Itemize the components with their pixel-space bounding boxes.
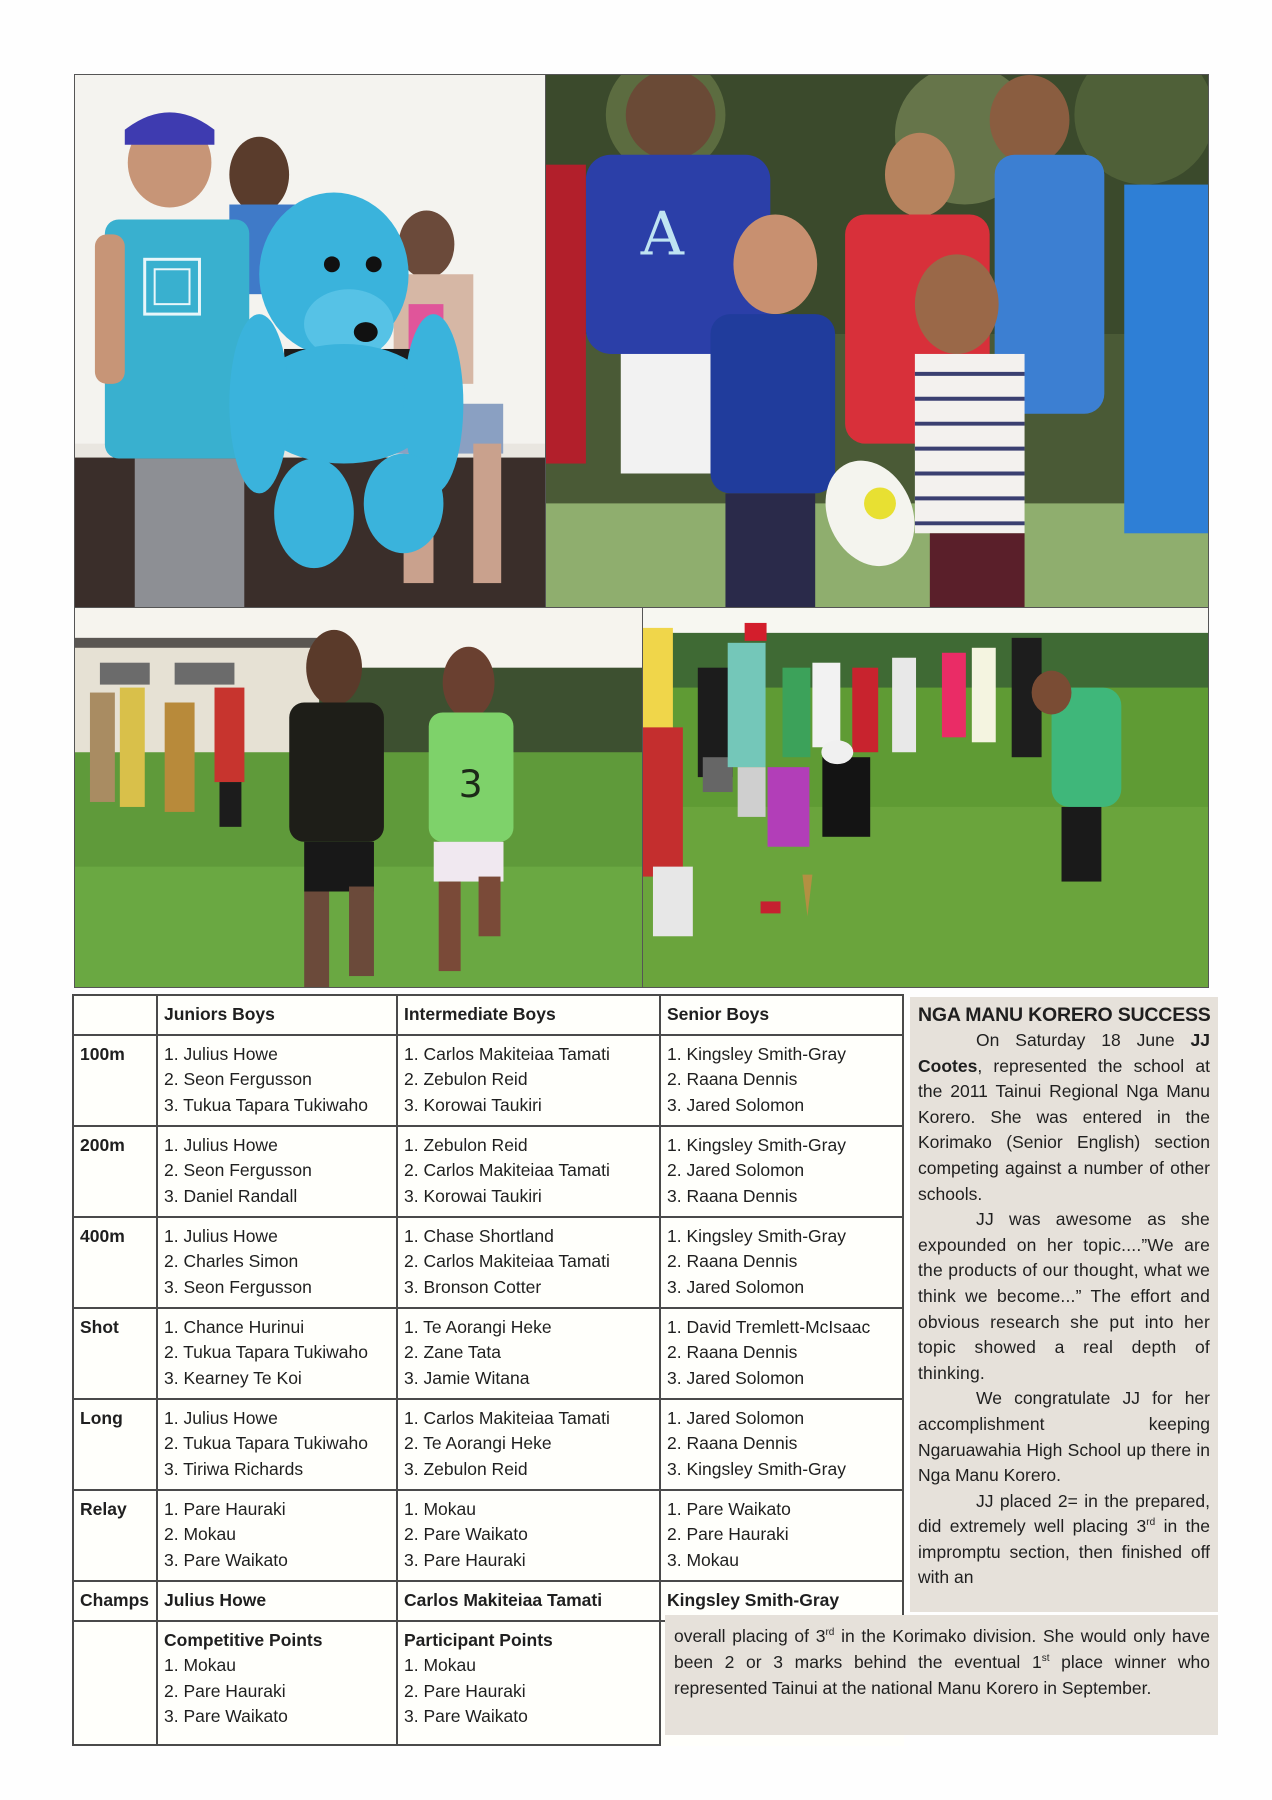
article-paragraph	[918, 1489, 1210, 1591]
senior-results	[660, 1126, 903, 1217]
intermediate-results	[397, 1217, 660, 1308]
article-text: place winner who represented Tainui at the national Manu Korero in September.	[674, 1651, 1211, 1698]
table-row	[73, 1490, 903, 1581]
result-place: 2. Jared Solomon	[667, 1160, 805, 1180]
article-continuation	[665, 1615, 1218, 1735]
points-place: 2. Pare Hauraki	[164, 1680, 286, 1701]
header-juniors: Juniors Boys	[157, 995, 397, 1035]
table-row	[73, 1399, 903, 1490]
sprint-race-photo	[74, 607, 643, 988]
event-label: 400m	[73, 1217, 157, 1308]
result-place: 1. Kingsley Smith-Gray	[667, 1134, 846, 1155]
juniors-results	[157, 1217, 397, 1308]
points-place: 3. Pare Waikato	[164, 1706, 288, 1726]
result-place: 3. Kingsley Smith-Gray	[667, 1458, 846, 1479]
participant-points	[397, 1621, 660, 1745]
article-text: JJ placed 2= in the prepared, did extremely well placing 3	[918, 1490, 1210, 1537]
ordinal-suffix: rd	[825, 1627, 835, 1639]
article-text: in the impromptu section, then finished off with an	[918, 1516, 1210, 1588]
header-senior: Senior Boys	[660, 995, 903, 1035]
event-label: 100m	[73, 1035, 157, 1126]
result-place: 3. Jared Solomon	[667, 1276, 805, 1297]
juniors-results	[157, 1035, 397, 1126]
article-title: NGA MANU KORERO SUCCESS	[918, 1004, 1211, 1026]
article-paragraph: JJ was awesome as she expounded on her topic....”We are the products of our thought, what we think we become...” The effort and obvious research she put into her topic showed a real depth of thinking.	[918, 1209, 1210, 1383]
result-place: 3. Tukua Tapara Tukiwaho	[164, 1094, 368, 1115]
header-event-cell	[73, 995, 157, 1035]
result-place: 3. Seon Fergusson	[164, 1276, 312, 1297]
intermediate-results	[397, 1399, 660, 1490]
competitive-points	[157, 1621, 397, 1745]
result-place: 2. Raana Dennis	[667, 1433, 798, 1453]
points-place: 1. Mokau	[164, 1655, 236, 1675]
result-place: 3. Korowai Taukiri	[404, 1185, 542, 1206]
juniors-champion: Julius Howe	[157, 1581, 397, 1621]
senior-results	[660, 1399, 903, 1490]
ordinal-suffix: rd	[1146, 1517, 1156, 1529]
result-place: 3. Korowai Taukiri	[404, 1094, 542, 1115]
intermediate-results	[397, 1126, 660, 1217]
article-text: On Saturday 18 June	[976, 1030, 1191, 1050]
article-paragraph	[918, 1028, 1210, 1207]
ordinal-suffix: st	[1041, 1652, 1050, 1664]
result-place: 2. Tukua Tapara Tukiwaho	[164, 1342, 368, 1362]
result-place: 2. Raana Dennis	[667, 1069, 798, 1089]
body-painted-students-photo	[545, 74, 1209, 608]
intermediate-results	[397, 1035, 660, 1126]
result-place: 3. Jamie Witana	[404, 1367, 530, 1388]
juniors-results	[157, 1490, 397, 1581]
result-place: 3. Tiriwa Richards	[164, 1458, 304, 1479]
result-place: 2. Raana Dennis	[667, 1342, 798, 1362]
result-place: 3. Jared Solomon	[667, 1094, 805, 1115]
result-place: 1. Pare Waikato	[667, 1498, 791, 1519]
juniors-results	[157, 1126, 397, 1217]
result-place: 3. Raana Dennis	[667, 1185, 798, 1206]
table-row	[73, 1035, 903, 1126]
senior-results	[660, 1035, 903, 1126]
result-place: 1. Te Aorangi Heke	[404, 1316, 552, 1337]
article-paragraph: We congratulate JJ for her accomplishment keeping Ngaruawahia High School up there in Nga Manu Korero.	[918, 1388, 1210, 1486]
senior-results	[660, 1217, 903, 1308]
result-place: 2. Zane Tata	[404, 1342, 501, 1362]
event-label: Shot	[73, 1308, 157, 1399]
points-empty-cell	[73, 1621, 157, 1745]
student-name: JJ Cootes	[918, 1030, 1210, 1076]
table-row	[73, 1217, 903, 1308]
result-place: 1. Julius Howe	[164, 1134, 278, 1155]
senior-champion: Kingsley Smith-Gray	[660, 1581, 903, 1621]
article-text: overall placing of 3	[674, 1626, 826, 1646]
intermediate-results	[397, 1308, 660, 1399]
result-place: 3. Pare Hauraki	[404, 1549, 526, 1570]
table-header-row	[73, 995, 903, 1035]
result-place: 1. Kingsley Smith-Gray	[667, 1043, 846, 1064]
result-place: 2. Zebulon Reid	[404, 1069, 528, 1089]
intermediate-results	[397, 1490, 660, 1581]
table-row	[73, 1126, 903, 1217]
senior-results	[660, 1490, 903, 1581]
result-place: 1. Zebulon Reid	[404, 1134, 528, 1155]
result-place: 2. Raana Dennis	[667, 1251, 798, 1271]
field-games-photo	[642, 607, 1209, 988]
event-label: Relay	[73, 1490, 157, 1581]
result-place: 3. Bronson Cotter	[404, 1276, 542, 1297]
result-place: 1. Chance Hurinui	[164, 1316, 305, 1337]
nga-manu-korero-article	[910, 997, 1218, 1612]
result-place: 2. Seon Fergusson	[164, 1160, 312, 1180]
article-text: in the Korimako division. She would only have been 2 or 3 marks behind the eventual 1	[674, 1626, 1210, 1672]
result-place: 2. Seon Fergusson	[164, 1069, 312, 1089]
result-place: 3. Jared Solomon	[667, 1367, 805, 1388]
champs-label: Champs	[73, 1581, 157, 1621]
result-place: 1. Kingsley Smith-Gray	[667, 1225, 846, 1246]
event-label: Long	[73, 1399, 157, 1490]
result-place: 1. Mokau	[404, 1498, 476, 1519]
points-place: 3. Pare Waikato	[404, 1706, 528, 1726]
intermediate-champion: Carlos Makiteiaa Tamati	[397, 1581, 660, 1621]
points-place: 1. Mokau	[404, 1655, 476, 1675]
result-place: 3. Zebulon Reid	[404, 1458, 528, 1479]
result-place: 1. David Tremlett-McIsaac	[667, 1316, 871, 1337]
result-place: 2. Charles Simon	[164, 1251, 299, 1271]
event-label: 200m	[73, 1126, 157, 1217]
result-place: 1. Julius Howe	[164, 1043, 278, 1064]
result-place: 2. Pare Waikato	[404, 1524, 528, 1544]
svg-text:A: A	[640, 200, 684, 270]
result-place: 3. Pare Waikato	[164, 1549, 288, 1570]
points-place: 2. Pare Hauraki	[404, 1680, 526, 1701]
result-place: 1. Jared Solomon	[667, 1407, 805, 1428]
result-place: 2. Carlos Makiteiaa Tamati	[404, 1251, 610, 1271]
result-place: 1. Pare Hauraki	[164, 1498, 286, 1519]
participant-points-title: Participant Points	[404, 1629, 553, 1650]
juniors-results	[157, 1399, 397, 1490]
result-place: 1. Julius Howe	[164, 1407, 278, 1428]
result-place: 3. Mokau	[667, 1549, 739, 1570]
result-place: 1. Carlos Makiteiaa Tamati	[404, 1043, 610, 1064]
competitive-points-title: Competitive Points	[164, 1629, 323, 1650]
juniors-results	[157, 1308, 397, 1399]
result-place: 2. Mokau	[164, 1524, 236, 1544]
result-place: 2. Carlos Makiteiaa Tamati	[404, 1160, 610, 1180]
header-intermediate: Intermediate Boys	[397, 995, 660, 1035]
result-place: 2. Pare Hauraki	[667, 1524, 789, 1544]
result-place: 2. Tukua Tapara Tukiwaho	[164, 1433, 368, 1453]
article-text: , represented the school at the 2011 Tainui Regional Nga Manu Korero. She was entered in the Korimako (Senior English) section competing against a number of other schools.	[918, 1055, 1210, 1204]
result-place: 3. Daniel Randall	[164, 1185, 298, 1206]
plush-monkey-photo	[74, 74, 546, 608]
result-place: 1. Carlos Makiteiaa Tamati	[404, 1407, 610, 1428]
svg-text:3: 3	[458, 762, 483, 806]
senior-results	[660, 1308, 903, 1399]
result-place: 1. Julius Howe	[164, 1225, 278, 1246]
table-row	[73, 1308, 903, 1399]
result-place: 2. Te Aorangi Heke	[404, 1433, 552, 1453]
result-place: 1. Chase Shortland	[404, 1225, 554, 1246]
result-place: 3. Kearney Te Koi	[164, 1367, 302, 1388]
